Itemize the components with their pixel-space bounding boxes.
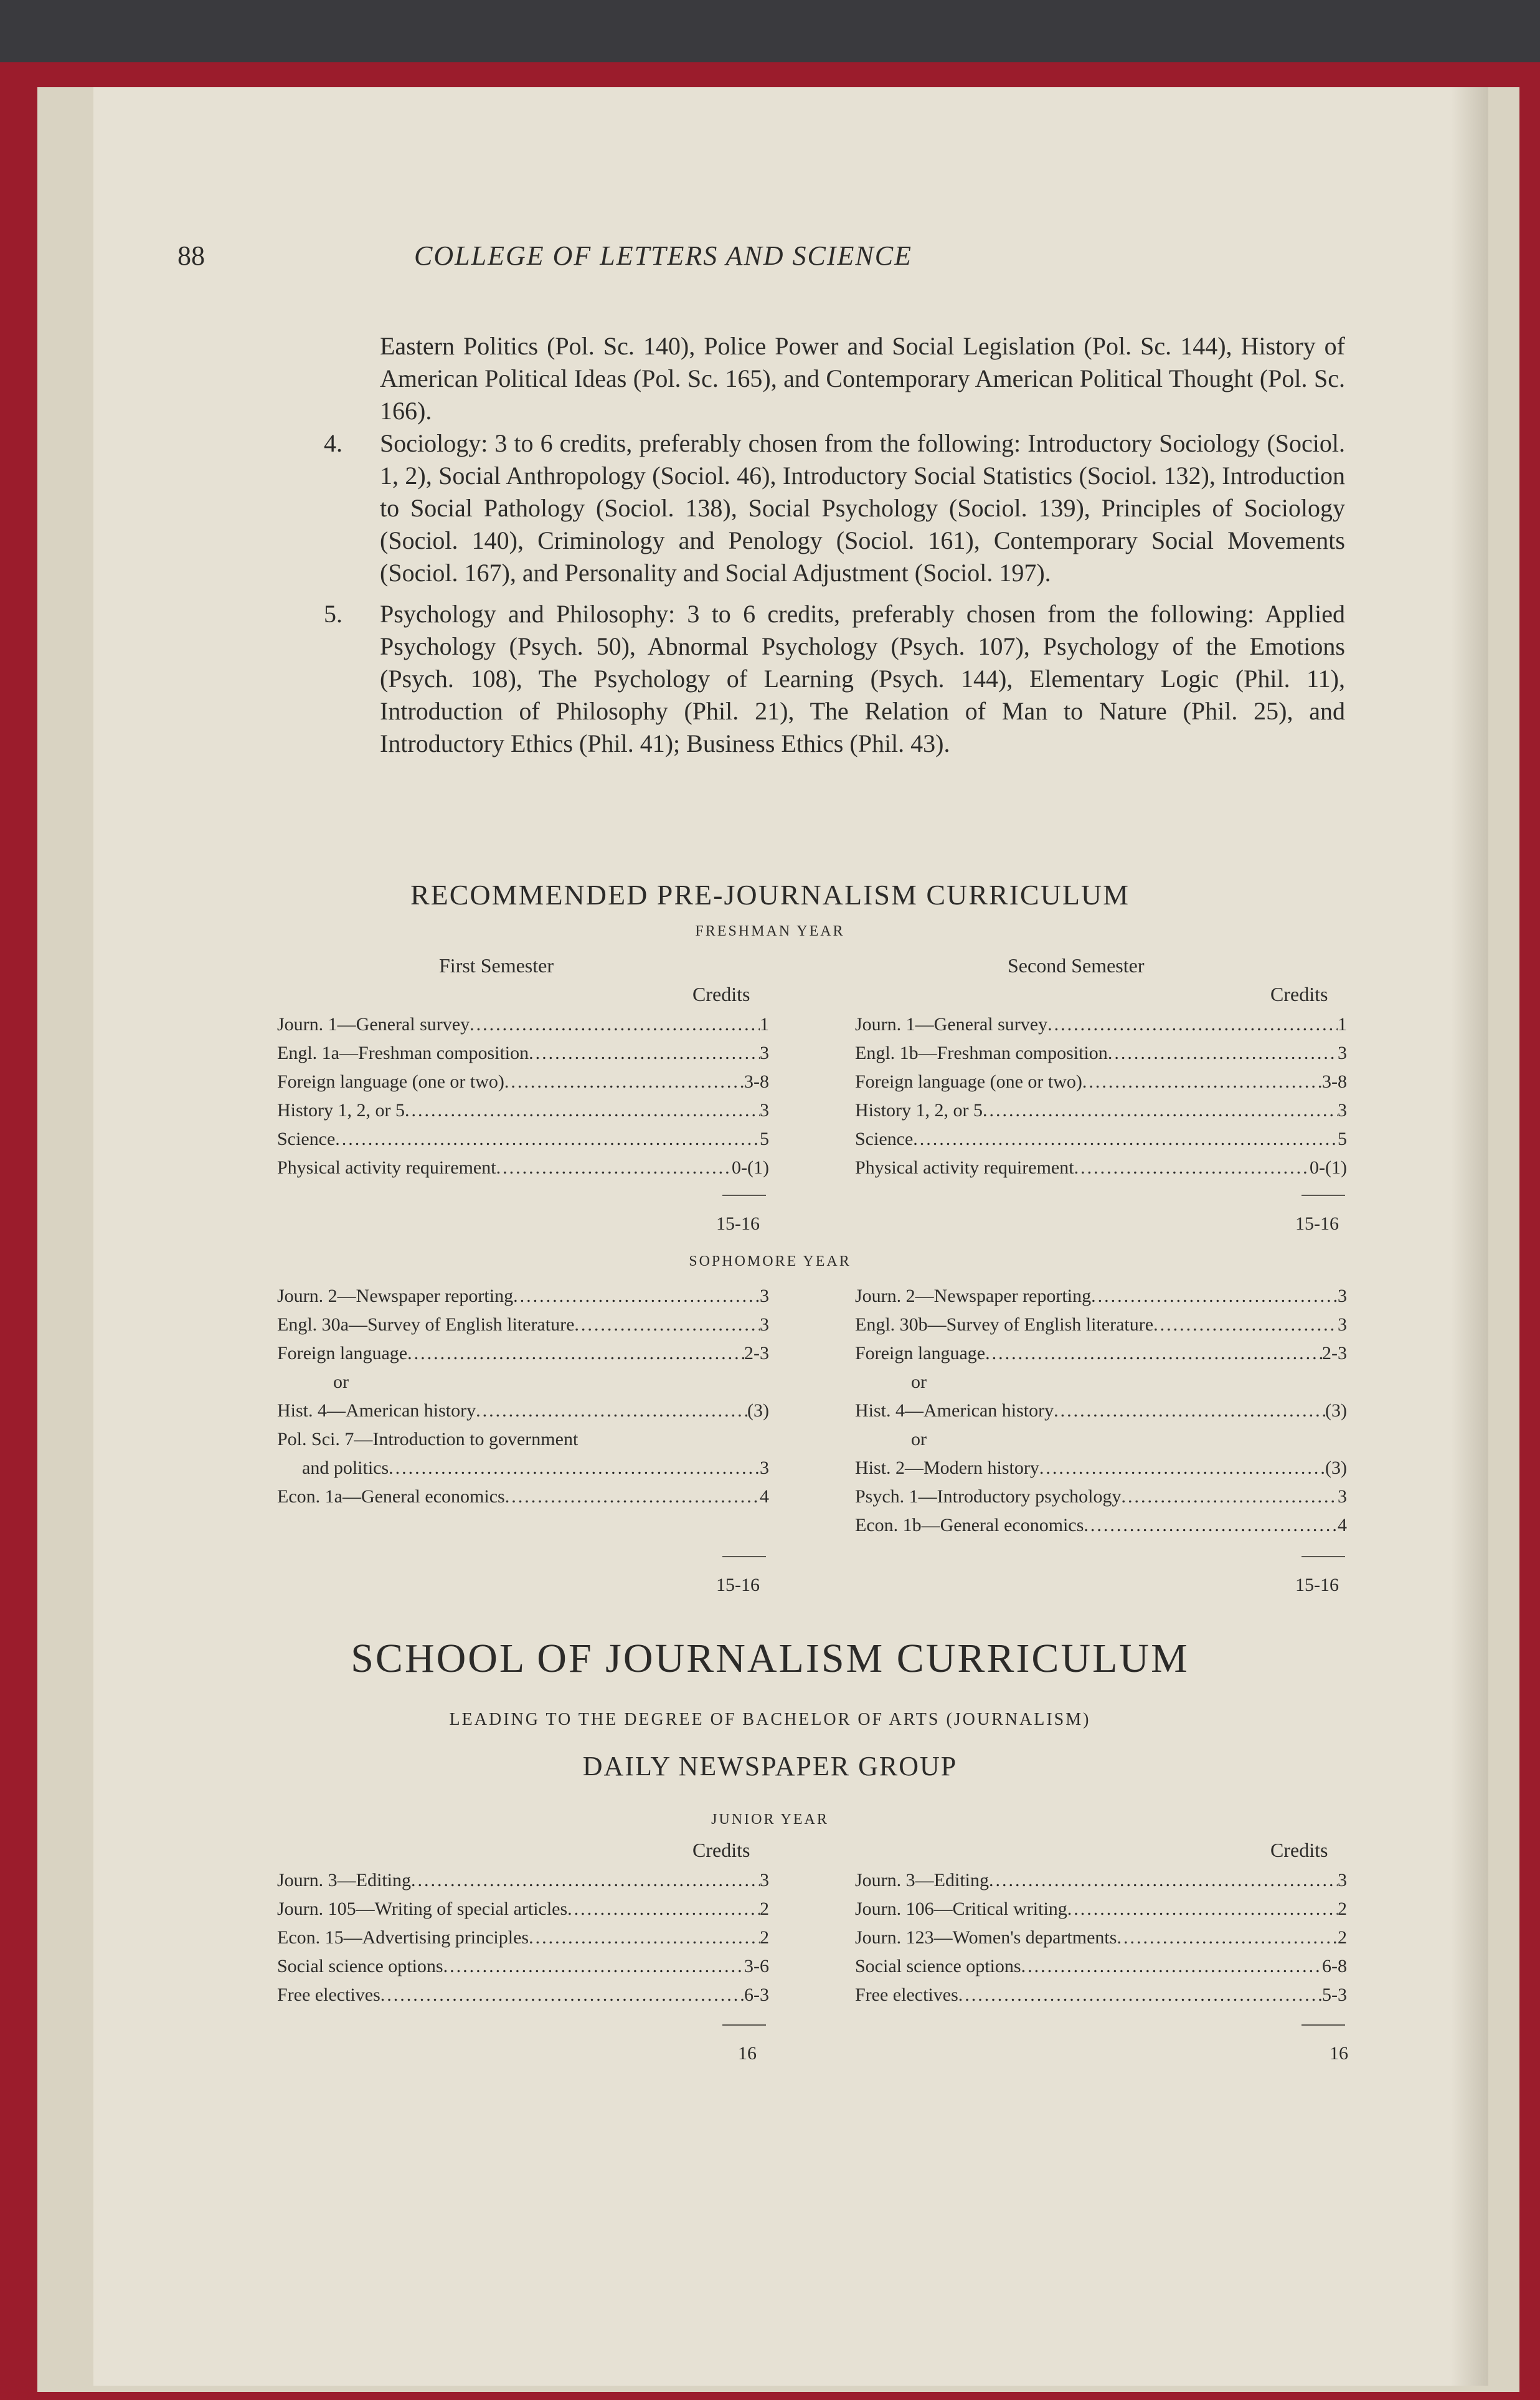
junior-total-second: 16 — [1330, 2043, 1348, 2064]
list-item: Foreign language ..... 2-3 — [277, 1339, 769, 1368]
list-item: Psych. 1—Introductory psychology ..... 3 — [855, 1482, 1347, 1511]
list-item: Free electives ..... 5-3 — [855, 1981, 1347, 2009]
list-item: Hist. 2—Modern history ..... (3) — [855, 1454, 1347, 1482]
item-sociology — [324, 427, 1345, 589]
credits-label: Credits — [692, 983, 750, 1005]
credits-label: Credits — [1270, 1839, 1328, 1861]
list-item: Journ. 1—General survey ..... 1 — [855, 1010, 1347, 1039]
list-item: Hist. 4—American history ..... (3) — [277, 1397, 769, 1425]
list-item: Foreign language (one or two) ..... 3-8 — [855, 1068, 1347, 1096]
freshman-first-list — [277, 1010, 769, 1182]
or-text: or — [333, 1372, 349, 1392]
page-number: 88 — [177, 240, 205, 271]
journalism-subtitle: LEADING TO THE DEGREE OF BACHELOR OF ARTS (JOURNALISM) — [449, 1710, 1091, 1729]
sophomore-second-list — [855, 1282, 1347, 1540]
credits-label: Credits — [1270, 983, 1328, 1005]
running-head — [177, 240, 1149, 277]
junior-second-list — [855, 1866, 1347, 2009]
running-title: COLLEGE OF LETTERS AND SCIENCE — [414, 240, 912, 271]
journalism-title: SCHOOL OF JOURNALISM CURRICULUM — [351, 1636, 1189, 1681]
list-item: Foreign language ..... 2-3 — [855, 1339, 1347, 1368]
junior-first-list — [277, 1866, 769, 2009]
sophomore-first-list — [277, 1282, 769, 1511]
or-text: or — [911, 1429, 927, 1449]
list-item: History 1, 2, or 5 ..... 3 — [855, 1096, 1347, 1125]
list-item: Engl. 30a—Survey of English literature ..... 3 — [277, 1311, 769, 1339]
second-semester-label: Second Semester — [1008, 954, 1145, 977]
freshman-year-label: FRESHMAN YEAR — [695, 923, 845, 939]
first-semester-label: First Semester — [439, 954, 554, 977]
list-item: History 1, 2, or 5 ..... 3 — [277, 1096, 769, 1125]
list-item: Foreign language (one or two) ..... 3-8 — [277, 1068, 769, 1096]
list-item: Free electives ..... 6-3 — [277, 1981, 769, 2009]
list-item: Social science options ..... 3-6 — [277, 1952, 769, 1981]
list-item: Journ. 106—Critical writing ..... 2 — [855, 1895, 1347, 1923]
gutter — [1451, 87, 1488, 2386]
list-item: Journ. 3—Editing ..... 3 — [855, 1866, 1347, 1895]
or-text: or — [911, 1372, 927, 1392]
sum-rule — [1301, 2024, 1345, 2026]
item-psychology — [324, 598, 1345, 760]
sum-rule — [1301, 1556, 1345, 1557]
list-item: Journ. 3—Editing ..... 3 — [277, 1866, 769, 1895]
sum-rule — [1301, 1195, 1345, 1196]
item-text: Sociology: 3 to 6 credits, preferably chosen from the following: Introductory Sociology (Sociol. 1, 2), Social Anthropology (Sociol. 46), Introductory Social Statistics (Sociol. 132), Introduction to Social Pathology (Sociol. 138), Social Psychology (Sociol. 139), Principles of Sociology (Sociol. 140), Criminology and Penology (Sociol. 161), Contemporary Social Movements (Sociol. 167), and Personality and Social Adjustment (Sociol. 197). — [380, 429, 1345, 587]
list-item: Science ..... 5 — [855, 1125, 1347, 1154]
list-item: Physical activity requirement ..... 0-(1) — [855, 1154, 1347, 1182]
list-item: Journ. 2—Newspaper reporting ..... 3 — [855, 1282, 1347, 1311]
list-item: Econ. 1a—General economics ..... 4 — [277, 1482, 769, 1511]
list-item: Hist. 4—American history ..... (3) — [855, 1397, 1347, 1425]
sophomore-total-first: 15-16 — [716, 1575, 760, 1595]
list-item: Engl. 30b—Survey of English literature ..... 3 — [855, 1311, 1347, 1339]
list-item: Physical activity requirement ..... 0-(1) — [277, 1154, 769, 1182]
freshman-second-list — [855, 1010, 1347, 1182]
list-item: Journ. 123—Women's departments ..... 2 — [855, 1923, 1347, 1952]
list-item: and politics ..... 3 — [277, 1454, 769, 1482]
list-item: Pol. Sci. 7—Introduction to government — [277, 1429, 579, 1449]
list-item: Journ. 1—General survey ..... 1 — [277, 1010, 769, 1039]
item-number: 5. — [324, 600, 342, 628]
intro-paragraph: Eastern Politics (Pol. Sc. 140), Police Power and Social Legislation (Pol. Sc. 144), History of American Political Ideas (Pol. Sc. 165), and Contemporary American Political Thought (Pol. Sc. 166). — [380, 332, 1345, 425]
list-item: Engl. 1b—Freshman composition ..... 3 — [855, 1039, 1347, 1068]
body-text — [324, 330, 1345, 760]
junior-year-label: JUNIOR YEAR — [711, 1811, 829, 1828]
group-title: DAILY NEWSPAPER GROUP — [582, 1751, 958, 1781]
freshman-total-second: 15-16 — [1295, 1213, 1339, 1234]
list-item: Engl. 1a—Freshman composition ..... 3 — [277, 1039, 769, 1068]
list-item: Econ. 1b—General economics ..... 4 — [855, 1511, 1347, 1540]
sum-rule — [722, 2024, 766, 2026]
sophomore-year-label: SOPHOMORE YEAR — [689, 1253, 851, 1269]
list-item: Science ..... 5 — [277, 1125, 769, 1154]
sum-rule — [722, 1195, 766, 1196]
credits-label: Credits — [692, 1839, 750, 1861]
list-item: Journ. 2—Newspaper reporting ..... 3 — [277, 1282, 769, 1311]
pre-journalism-title: RECOMMENDED PRE-JOURNALISM CURRICULUM — [410, 879, 1130, 911]
junior-total-first: 16 — [738, 2043, 757, 2064]
freshman-total-first: 15-16 — [716, 1213, 760, 1234]
sum-rule — [722, 1556, 766, 1557]
item-number: 4. — [324, 429, 342, 457]
list-item: Social science options ..... 6-8 — [855, 1952, 1347, 1981]
item-text: Psychology and Philosophy: 3 to 6 credits, preferably chosen from the following: Applied Psychology (Psych. 50), Abnormal Psychology (Psych. 107), Psychology of the Emotions (Psych. 108), The Psychology of Learning (Psych. 144), Elementary Logic (Phil. 11), Introduction of Philosophy (Phil. 21), The Relation of Man to Nature (Phil. 25), and Introductory Ethics (Phil. 41); Business Ethics (Phil. 43). — [380, 600, 1345, 757]
list-item: Journ. 105—Writing of special articles ..... 2 — [277, 1895, 769, 1923]
list-item: Econ. 15—Advertising principles ..... 2 — [277, 1923, 769, 1952]
sophomore-total-second: 15-16 — [1295, 1575, 1339, 1595]
